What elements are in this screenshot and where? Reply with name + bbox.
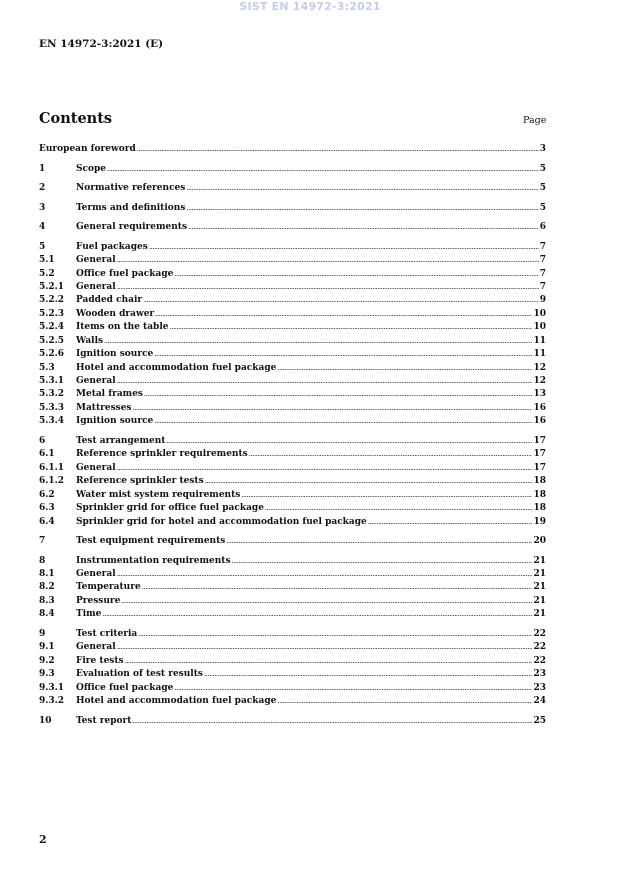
toc-entry[interactable]	[39, 695, 546, 708]
toc-entry-title: Wooden drawer	[76, 308, 155, 319]
toc-entry-number: 3	[39, 202, 46, 213]
toc-entry-title: Hotel and accommodation fuel package	[76, 362, 277, 373]
toc-entry[interactable]	[39, 375, 546, 388]
dot-leader	[117, 641, 533, 654]
toc-entry[interactable]	[39, 221, 546, 234]
dot-leader	[121, 595, 532, 608]
dot-leader	[104, 335, 532, 348]
toc-entry-title: General	[76, 642, 116, 653]
toc-entry-number: 8.4	[39, 609, 55, 620]
toc-entry[interactable]	[39, 516, 546, 529]
toc-entry-title: Fire tests	[76, 655, 124, 666]
dot-leader	[169, 321, 532, 334]
toc-entry[interactable]	[39, 555, 546, 568]
toc-entry-title: Mattresses	[76, 402, 132, 413]
toc-entry-number: 2	[39, 183, 46, 194]
dot-leader	[125, 655, 533, 668]
dot-leader	[186, 182, 538, 195]
toc-entry-title: Office fuel package	[76, 682, 174, 693]
toc-entry-number: 5.2.4	[39, 322, 65, 333]
toc-entry-page: 23	[533, 682, 546, 693]
toc-entry-page: 5	[539, 183, 546, 194]
dot-leader	[186, 202, 538, 215]
toc-entry-title: Normative references	[76, 183, 186, 194]
toc-entry-page: 21	[533, 595, 546, 606]
dot-leader	[174, 268, 538, 281]
toc-entry-number: 8.3	[39, 595, 55, 606]
document-id: EN 14972-3:2021 (E)	[39, 38, 164, 50]
toc-entry[interactable]	[39, 502, 546, 515]
dot-leader	[137, 143, 539, 156]
toc-entry-page: 22	[533, 628, 546, 639]
toc-entry-title: Reference sprinkler requirements	[76, 449, 248, 460]
toc-entry[interactable]	[39, 535, 546, 548]
page-column-label: Page	[523, 115, 547, 126]
toc-entry-page: 18	[533, 476, 546, 487]
toc-entry-number: 7	[39, 536, 46, 547]
toc-entry-number: 5.1	[39, 255, 55, 266]
dot-leader	[265, 502, 533, 515]
toc-entry-title: Reference sprinkler tests	[76, 476, 204, 487]
toc-entry-page: 5	[539, 163, 546, 174]
toc-entry-title: Padded chair	[76, 295, 143, 306]
toc-entry[interactable]	[39, 294, 546, 307]
toc-entry-title: Test report	[76, 715, 132, 726]
dot-leader	[166, 435, 532, 448]
toc-entry-title: Pressure	[76, 595, 121, 606]
toc-entry-page: 17	[533, 462, 546, 473]
toc-entry-page: 12	[533, 362, 546, 373]
dot-leader	[117, 568, 533, 581]
dot-leader	[138, 628, 532, 641]
toc-entry-title: Walls	[76, 335, 104, 346]
toc-entry-page: 18	[533, 489, 546, 500]
toc-entry-page: 9	[539, 295, 546, 306]
toc-entry[interactable]	[39, 715, 546, 728]
toc-entry-number: 5.3.1	[39, 376, 65, 387]
toc-entry-title: Temperature	[76, 582, 141, 593]
toc-entry-title: Hotel and accommodation fuel package	[76, 696, 277, 707]
table-of-contents	[39, 143, 546, 728]
toc-entry-page: 16	[533, 402, 546, 413]
dot-leader	[226, 535, 532, 548]
toc-entry-title: Water mist system requirements	[76, 489, 241, 500]
toc-entry-number: 9.2	[39, 655, 55, 666]
dot-leader	[205, 475, 533, 488]
toc-entry[interactable]	[39, 335, 546, 348]
toc-entry-number: 9.3.2	[39, 696, 65, 707]
dot-leader	[117, 462, 533, 475]
toc-entry[interactable]	[39, 362, 546, 375]
toc-entry-number: 9.3	[39, 669, 55, 680]
toc-entry[interactable]	[39, 462, 546, 475]
toc-entry-page: 24	[533, 696, 546, 707]
dot-leader	[188, 221, 539, 234]
toc-entry-page: 10	[533, 308, 546, 319]
toc-entry-title: Sprinkler grid for office fuel package	[76, 503, 264, 514]
toc-entry-number: 5.2.5	[39, 335, 65, 346]
toc-entry[interactable]	[39, 281, 546, 294]
toc-entry-number: 6.1.1	[39, 462, 65, 473]
toc-entry[interactable]	[39, 581, 546, 594]
dot-leader	[241, 489, 532, 502]
toc-entry-title: Instrumentation requirements	[76, 555, 231, 566]
dot-leader	[132, 715, 532, 728]
toc-entry-number: 5.3.4	[39, 416, 65, 427]
toc-entry-number: 6.3	[39, 503, 55, 514]
dot-leader	[368, 516, 533, 529]
toc-entry-page: 6	[539, 222, 546, 233]
contents-title: Contents	[39, 110, 113, 127]
toc-entry-title: Sprinkler grid for hotel and accommodation fuel package	[76, 516, 367, 527]
watermark: SIST EN 14972-3:2021	[239, 0, 381, 13]
toc-entry-page: 25	[533, 715, 546, 726]
dot-leader	[249, 448, 533, 461]
toc-entry-number: 5.3	[39, 362, 55, 373]
dot-leader	[155, 308, 532, 321]
toc-entry-page: 21	[533, 582, 546, 593]
dot-leader	[154, 415, 532, 428]
toc-entry-number: 5	[39, 241, 46, 252]
toc-entry[interactable]	[39, 348, 546, 361]
toc-entry-number: 6.1	[39, 449, 55, 460]
toc-entry[interactable]	[39, 475, 546, 488]
toc-entry-title: General	[76, 569, 116, 579]
dot-leader	[107, 163, 539, 176]
dot-leader	[232, 555, 533, 568]
toc-entry-number: 9.1	[39, 642, 55, 653]
toc-entry-page: 20	[533, 536, 546, 547]
toc-entry-page: 21	[533, 609, 546, 620]
toc-entry[interactable]	[39, 254, 546, 267]
toc-entry-page: 17	[533, 449, 546, 460]
dot-leader	[117, 375, 533, 388]
dot-leader	[142, 581, 533, 594]
toc-entry[interactable]	[39, 595, 546, 608]
toc-entry-title: General	[76, 255, 116, 266]
dot-leader	[102, 608, 532, 621]
toc-entry-page: 16	[533, 416, 546, 427]
toc-entry[interactable]	[39, 628, 546, 641]
toc-entry-title: European foreword	[39, 144, 136, 154]
toc-entry-number: 6.1.2	[39, 476, 65, 487]
toc-entry-page: 22	[533, 655, 546, 666]
toc-entry-page: 19	[533, 516, 546, 527]
toc-entry[interactable]	[39, 682, 546, 695]
dot-leader	[277, 362, 532, 375]
dot-leader	[117, 254, 539, 267]
toc-entry-page: 17	[533, 435, 546, 446]
toc-entry-number: 5.2.1	[39, 281, 65, 292]
toc-entry[interactable]	[39, 182, 546, 195]
toc-entry[interactable]	[39, 489, 546, 502]
toc-entry-page: 7	[539, 268, 546, 279]
dot-leader	[133, 402, 533, 415]
toc-entry[interactable]	[39, 202, 546, 215]
toc-entry-title: Ignition source	[76, 349, 154, 360]
dot-leader	[174, 682, 532, 695]
toc-entry-title: Scope	[76, 163, 107, 174]
toc-entry-page: 3	[539, 144, 546, 154]
toc-entry-title: Time	[76, 609, 102, 620]
toc-entry[interactable]	[39, 435, 546, 448]
toc-entry-page: 7	[539, 255, 546, 266]
toc-entry-title: Metal frames	[76, 389, 143, 400]
toc-entry-page: 11	[533, 349, 546, 360]
dot-leader	[204, 668, 533, 681]
toc-entry-title: Ignition source	[76, 416, 154, 427]
toc-entry-title: Evaluation of test results	[76, 669, 203, 680]
toc-entry-page: 12	[533, 376, 546, 387]
toc-entry[interactable]	[39, 321, 546, 334]
toc-entry-title: Office fuel package	[76, 268, 174, 279]
toc-entry[interactable]	[39, 655, 546, 668]
toc-entry-number: 5.3.3	[39, 402, 65, 413]
toc-entry[interactable]	[39, 268, 546, 281]
toc-entry-page: 22	[533, 642, 546, 653]
toc-entry-page: 7	[539, 241, 546, 252]
dot-leader	[143, 294, 539, 307]
page-number: 2	[39, 833, 47, 846]
toc-entry[interactable]	[39, 568, 546, 581]
toc-entry-number: 6.2	[39, 489, 55, 500]
toc-entry[interactable]	[39, 308, 546, 321]
toc-entry-title: Test equipment requirements	[76, 536, 226, 547]
toc-entry[interactable]	[39, 415, 546, 428]
toc-entry[interactable]	[39, 448, 546, 461]
toc-entry-number: 10	[39, 715, 52, 726]
toc-entry[interactable]	[39, 608, 546, 621]
toc-entry[interactable]	[39, 668, 546, 681]
toc-entry-page: 5	[539, 202, 546, 213]
toc-entry-title: General	[76, 376, 116, 387]
toc-entry[interactable]	[39, 143, 546, 156]
toc-entry-page: 10	[533, 322, 546, 333]
toc-entry-number: 9.3.1	[39, 682, 65, 693]
toc-entry-number: 5.2.3	[39, 308, 65, 319]
toc-entry-title: Terms and definitions	[76, 202, 186, 213]
toc-entry-title: Test criteria	[76, 628, 138, 639]
toc-entry-page: 21	[533, 569, 546, 579]
toc-entry-page: 7	[539, 281, 546, 292]
toc-entry-number: 8	[39, 555, 46, 566]
toc-entry-title: General	[76, 281, 116, 292]
toc-entry-number: 6.4	[39, 516, 55, 527]
toc-entry-number: 8.2	[39, 582, 55, 593]
toc-entry-page: 21	[533, 555, 546, 566]
toc-entry-number: 5.2	[39, 268, 55, 279]
toc-entry-number: 1	[39, 163, 46, 174]
toc-entry-page: 23	[533, 669, 546, 680]
toc-entry-number: 6	[39, 435, 46, 446]
toc-entry[interactable]	[39, 241, 546, 254]
dot-leader	[277, 695, 532, 708]
toc-entry[interactable]	[39, 388, 546, 401]
toc-entry-number: 4	[39, 222, 46, 233]
dot-leader	[144, 388, 532, 401]
dot-leader	[149, 241, 539, 254]
toc-entry-page: 18	[533, 503, 546, 514]
toc-entry[interactable]	[39, 641, 546, 654]
dot-leader	[154, 348, 532, 361]
toc-entry-page: 11	[533, 335, 546, 346]
toc-entry-title: Fuel packages	[76, 241, 148, 252]
toc-entry-title: General requirements	[76, 222, 188, 233]
toc-entry[interactable]	[39, 163, 546, 176]
toc-entry-number: 5.3.2	[39, 389, 65, 400]
toc-entry-title: Test arrangement	[76, 435, 166, 446]
toc-entry[interactable]	[39, 402, 546, 415]
toc-entry-title: General	[76, 462, 116, 473]
toc-entry-title: Items on the table	[76, 322, 169, 333]
toc-entry-number: 8.1	[39, 569, 55, 579]
dot-leader	[117, 281, 539, 294]
toc-entry-page: 13	[533, 389, 546, 400]
toc-entry-number: 5.2.6	[39, 349, 65, 360]
toc-entry-number: 5.2.2	[39, 295, 65, 306]
toc-entry-number: 9	[39, 628, 46, 639]
